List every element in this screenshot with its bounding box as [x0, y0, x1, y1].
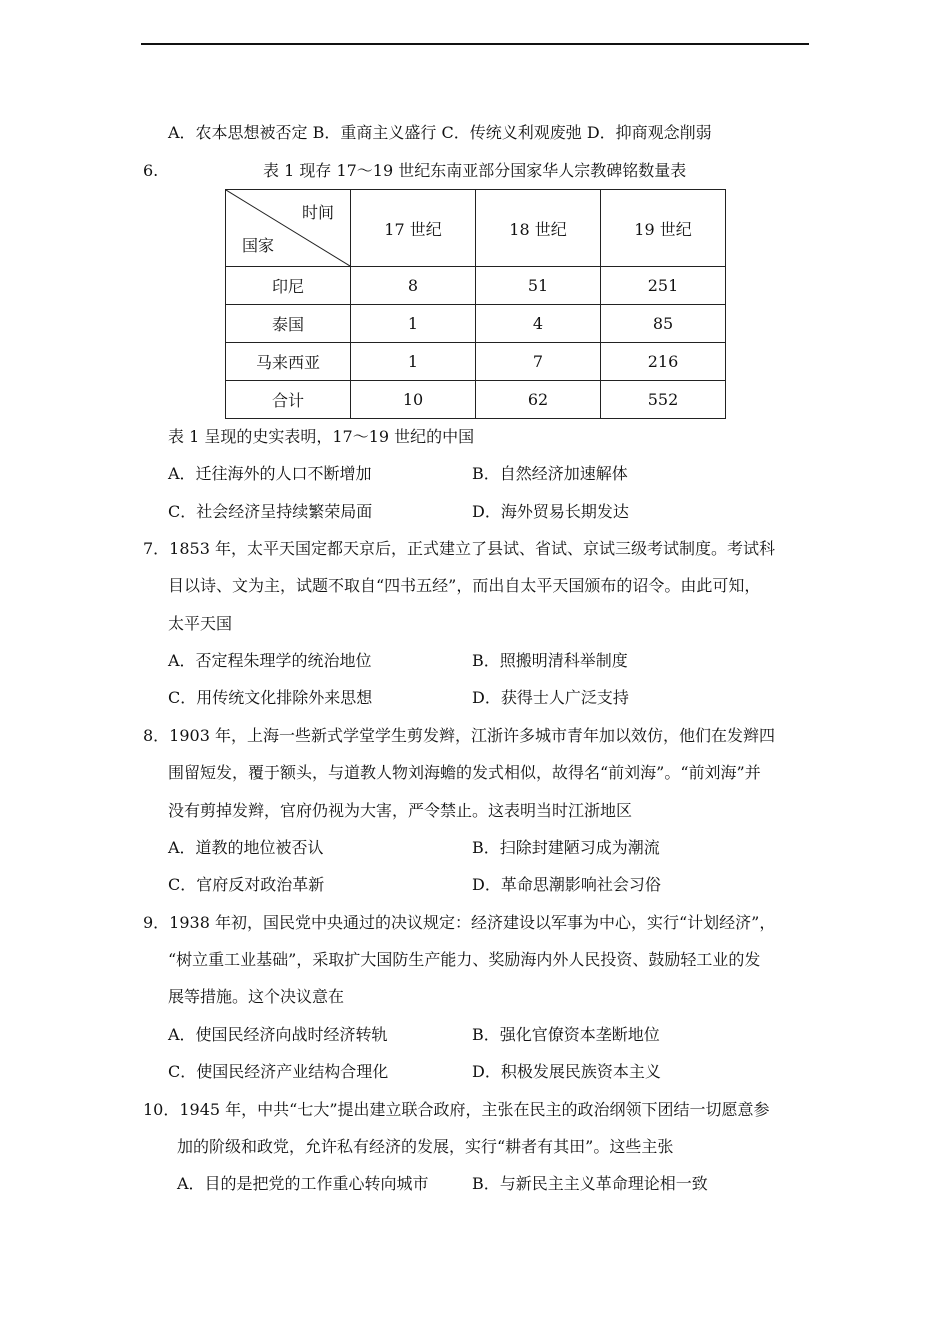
- table-cell: 1: [351, 343, 476, 381]
- row-label: 印尼: [226, 267, 351, 305]
- q9-option-b: B．强化官僚资本垄断地位: [472, 1025, 660, 1044]
- table-cell: 62: [476, 381, 601, 419]
- q9-option-c: C．使国民经济产业结构合理化: [168, 1062, 389, 1081]
- table-row: [226, 305, 726, 343]
- q6-option-c: C．社会经济呈持续繁荣局面: [168, 502, 373, 521]
- q9-line-3: 展等措施。这个决议意在: [168, 987, 345, 1006]
- table-cell: 552: [601, 381, 726, 419]
- q7-line-2: 目以诗、文为主，试题不取自“四书五经”，而出自太平天国颁布的诏令。由此可知，: [168, 576, 761, 595]
- table-cell: 216: [601, 343, 726, 381]
- q9-option-d: D．积极发展民族资本主义: [472, 1062, 661, 1081]
- q6-option-a: A．迁往海外的人口不断增加: [168, 464, 372, 483]
- q9-line-2: “树立重工业基础”，采取扩大国防生产能力、奖励海内外人民投资、鼓励轻工业的发: [168, 950, 761, 969]
- q6-stem: 表 1 呈现的史实表明，17～19 世纪的中国: [168, 427, 475, 446]
- q10-line-2: 加的阶级和政党，允许私有经济的发展，实行“耕者有其田”。这些主张: [177, 1137, 674, 1156]
- table-corner-header: [226, 190, 351, 267]
- column-header: 19 世纪: [601, 190, 726, 267]
- table-cell: 85: [601, 305, 726, 343]
- table-caption: 表 1 现存 17～19 世纪东南亚部分国家华人宗教碑铭数量表: [263, 161, 687, 180]
- table-cell: 1: [351, 305, 476, 343]
- q7-option-d: D．获得士人广泛支持: [472, 688, 629, 707]
- q8-option-b: B．扫除封建陋习成为潮流: [472, 838, 660, 857]
- q9-option-a: A．使国民经济向战时经济转轨: [168, 1025, 388, 1044]
- column-header: 17 世纪: [351, 190, 476, 267]
- row-label: 合计: [226, 381, 351, 419]
- q9-line-1: 9．1938 年初，国民党中央通过的决议规定：经济建设以军事为中心，实行“计划经济”，: [143, 913, 776, 932]
- q8-line-3: 没有剪掉发辫，官府仍视为大害，严令禁止。这表明当时江浙地区: [168, 801, 633, 820]
- inscription-table: [225, 189, 726, 419]
- table-cell: 7: [476, 343, 601, 381]
- table-cell: 4: [476, 305, 601, 343]
- table-cell: 8: [351, 267, 476, 305]
- table-row: [226, 343, 726, 381]
- row-label: 泰国: [226, 305, 351, 343]
- corner-country-label: 国家: [242, 236, 275, 255]
- q7-line-1: 7．1853 年，太平天国定都天京后，正式建立了县试、省试、京试三级考试制度。考试科: [143, 539, 775, 558]
- q5-options: A．农本思想被否定 B．重商主义盛行 C．传统义利观废弛 D．抑商观念削弱: [168, 123, 712, 142]
- column-header: 18 世纪: [476, 190, 601, 267]
- q8-option-d: D．革命思潮影响社会习俗: [472, 875, 661, 894]
- q7-option-b: B．照搬明清科举制度: [472, 651, 628, 670]
- corner-time-label: 时间: [301, 203, 334, 222]
- q7-option-c: C．用传统文化排除外来思想: [168, 688, 373, 707]
- q8-line-2: 围留短发，覆于额头，与道教人物刘海蟾的发式相似，故得名“前刘海”。“前刘海”并: [168, 763, 761, 782]
- q6-number: 6.: [143, 161, 159, 180]
- q8-option-c: C．官府反对政治革新: [168, 875, 325, 894]
- q10-option-b: B．与新民主主义革命理论相一致: [472, 1174, 708, 1193]
- q6-option-b: B．自然经济加速解体: [472, 464, 628, 483]
- q7-option-a: A．否定程朱理学的统治地位: [168, 651, 372, 670]
- q10-line-1: 10．1945 年，中共“七大”提出建立联合政府，主张在民主的政治纲领下团结一切愿意参: [143, 1100, 770, 1119]
- q10-option-a: A．目的是把党的工作重心转向城市: [177, 1174, 429, 1193]
- table-cell: 251: [601, 267, 726, 305]
- q7-line-3: 太平天国: [168, 614, 233, 633]
- table-cell: 51: [476, 267, 601, 305]
- table-cell: 10: [351, 381, 476, 419]
- header-rule: [141, 43, 809, 45]
- row-label: 马来西亚: [226, 343, 351, 381]
- q6-option-d: D．海外贸易长期发达: [472, 502, 629, 521]
- table-row: [226, 381, 726, 419]
- q8-line-1: 8．1903 年，上海一些新式学堂学生剪发辫，江浙许多城市青年加以效仿，他们在发辫四: [143, 726, 775, 745]
- q8-option-a: A．道教的地位被否认: [168, 838, 324, 857]
- table-row: [226, 267, 726, 305]
